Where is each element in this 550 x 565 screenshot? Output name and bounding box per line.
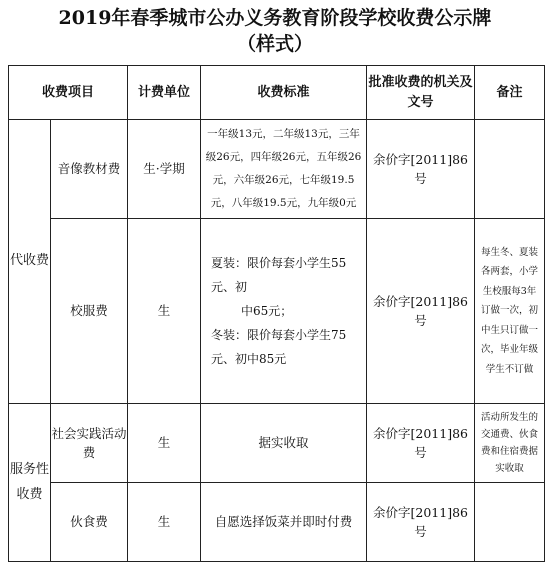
- item-remark: 活动所发生的交通费、伙食费和住宿费据实收取: [475, 404, 545, 483]
- page-title: 2019年春季城市公办义务教育阶段学校收费公示牌: [58, 7, 492, 29]
- item-unit: 生: [128, 404, 201, 483]
- item-unit: 生: [128, 483, 201, 562]
- table-row: [9, 219, 545, 404]
- group-daishou: 代收费: [9, 120, 51, 404]
- table-row: [9, 404, 545, 483]
- item-standard: 自愿选择饭菜并即时付费: [201, 483, 367, 562]
- item-approval: 余价字[2011]86号: [367, 483, 475, 562]
- standard-summer-cont: 中65元；: [241, 304, 293, 318]
- item-standard: 据实收取: [201, 404, 367, 483]
- header-item: 收费项目: [9, 66, 128, 120]
- item-name: 社会实践活动费: [51, 404, 128, 483]
- item-approval: 余价字[2011]86号: [367, 219, 475, 404]
- item-unit: 生·学期: [128, 120, 201, 219]
- table-row: [9, 120, 545, 219]
- item-approval: 余价字[2011]86号: [367, 120, 475, 219]
- item-remark: [475, 483, 545, 562]
- standard-winter: 冬装：限价每套小学生75元、初中85元: [211, 328, 347, 366]
- item-unit: 生: [128, 219, 201, 404]
- header-approval: 批准收费的机关及文号: [367, 66, 475, 120]
- item-name: 音像教材费: [51, 120, 128, 219]
- item-standard: 一年级13元，二年级13元，三年级26元，四年级26元，五年级26元，六年级26元，七年级19.5元，八年级19.5元，九年级0元: [201, 120, 367, 219]
- fee-table: [8, 65, 545, 562]
- header-unit: 计费单位: [128, 66, 201, 120]
- item-name: 校服费: [51, 219, 128, 404]
- header-remark: 备注: [475, 66, 545, 120]
- standard-summer: 夏装：限价每套小学生55元、初: [211, 256, 347, 294]
- item-remark: 每生冬、夏装各两套，小学生校服每3年订做一次，初中生只订做一次，毕业年级学生不订做: [475, 219, 545, 404]
- item-remark: [475, 120, 545, 219]
- item-name: 伙食费: [51, 483, 128, 562]
- group-fuwu: 服务性收费: [9, 404, 51, 562]
- item-approval: 余价字[2011]86号: [367, 404, 475, 483]
- header-row: [9, 66, 545, 120]
- table-row: [9, 483, 545, 562]
- item-standard: [201, 219, 367, 404]
- page-subtitle: （样式）: [236, 33, 313, 55]
- header-standard: 收费标准: [201, 66, 367, 120]
